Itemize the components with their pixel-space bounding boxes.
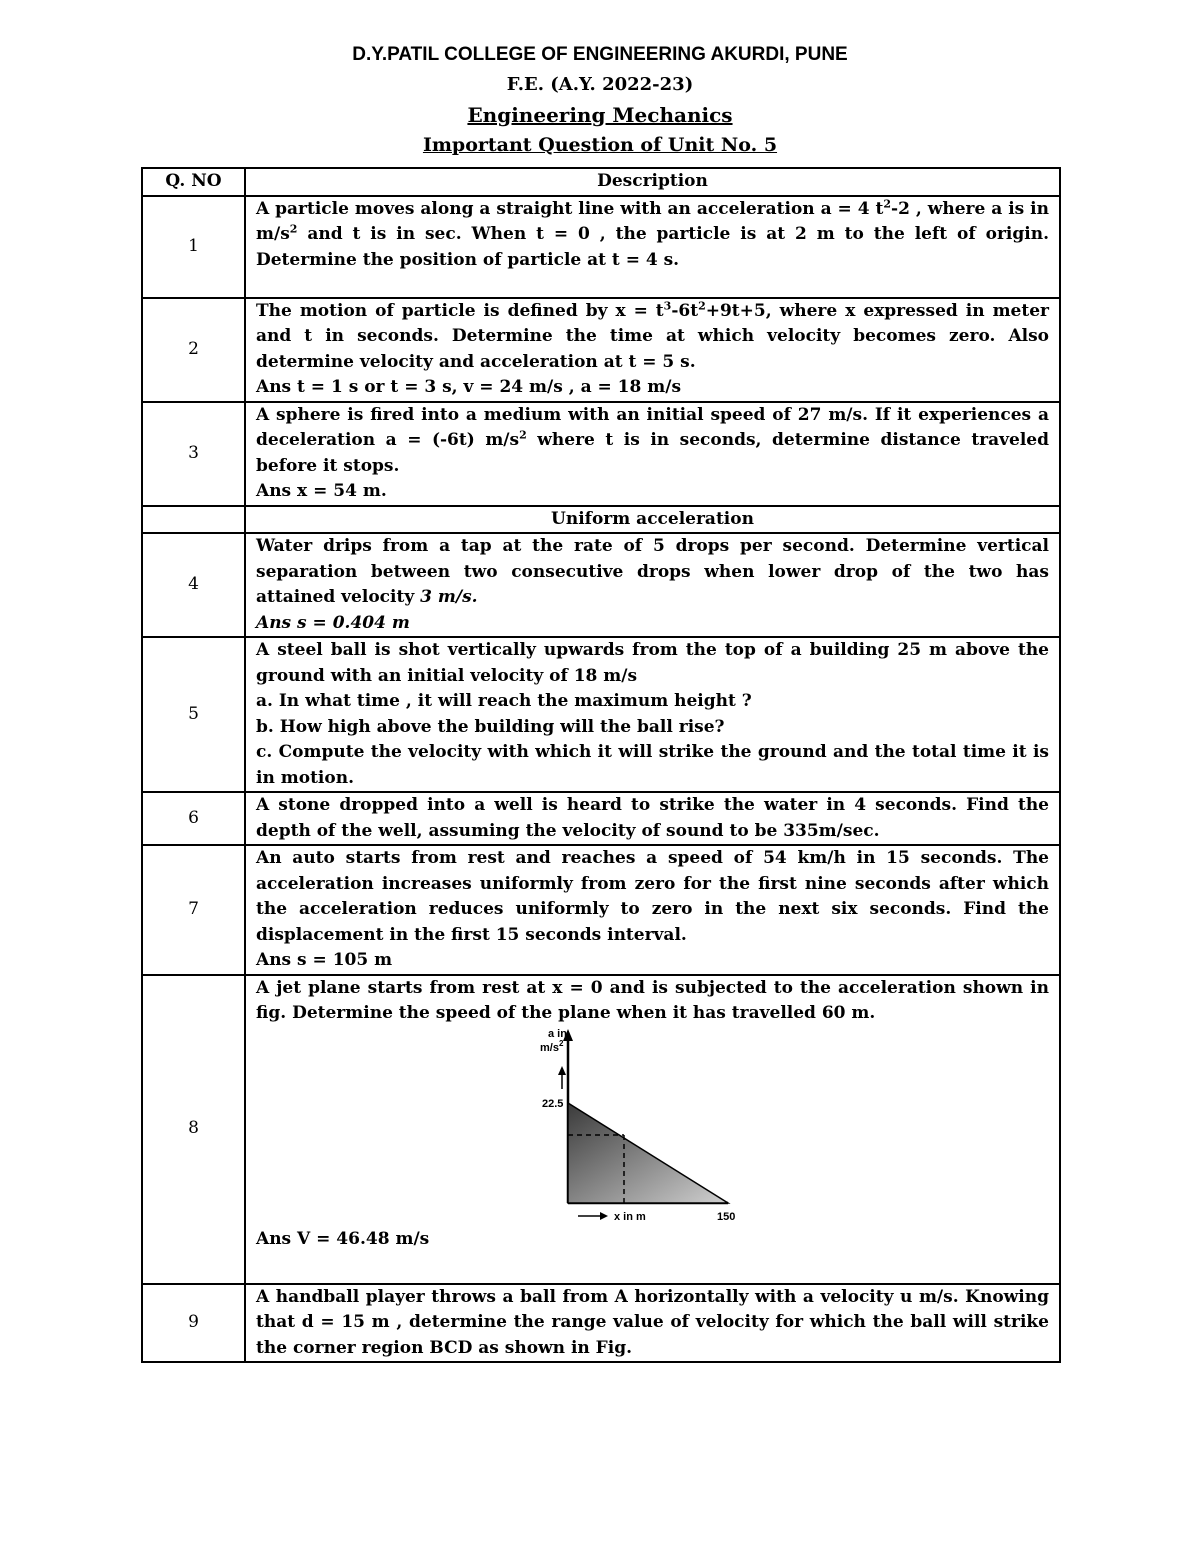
table-row: [142, 792, 1060, 845]
question-number: 4: [142, 533, 245, 637]
sub-question-b: b. How high above the building will the ball rise?: [256, 716, 725, 737]
question-text: A sphere is fired into a medium with an initial speed of 27 m/s. If it experiences a deceleration a = (-6t) $m/s^2$ where t is in seconds, determine distance traveled before it stops. Ans x = 54 m.: [245, 402, 1060, 506]
table-header-row: [142, 168, 1060, 196]
question-text: The motion of particle is defined by $x = t^3-6t^2+9t+5$, where x expressed in meter and t in seconds. Determine the time at which velocity becomes zero. Also determine velocity and acceleration at t = 5 s. Ans t = 1 s or t = 3 s, v = 24 m/s , a = 18 m/s: [245, 298, 1060, 402]
table-row: [142, 637, 1060, 792]
question-number: 2: [142, 298, 245, 402]
answer-text: Ans x = 54 m.: [256, 481, 387, 501]
sub-question-a: a. In what time , it will reach the maximum height ?: [256, 691, 752, 711]
y-axis-label-line1: a in: [548, 1027, 567, 1040]
answer-text: Ans s = 0.404 m: [256, 612, 410, 633]
question-number: 9: [142, 1284, 245, 1363]
question-number: 1: [142, 196, 245, 298]
question-number: 3: [142, 402, 245, 506]
y-axis-label-line2: $m/s^2$: [540, 1038, 564, 1054]
table-row: [142, 1284, 1060, 1363]
x-value-label: 150: [717, 1210, 736, 1223]
description-column-header: Description: [245, 168, 1060, 196]
questions-table: [141, 167, 1061, 1363]
question-text: A jet plane starts from rest at x = 0 and is subjected to the acceleration shown in fig. Determine the speed of the plane when it has travelled 60 m. a in $m/s^2$ 22.5 x in m 150 Ans V = 46.48 m/s: [245, 975, 1060, 1284]
question-text: An auto starts from rest and reaches a speed of 54 km/h in 15 seconds. The acceleration increases uniformly from zero for the first nine seconds after which the acceleration reduces uniformly to zero in the next six seconds. Find the displacement in the first 15 seconds interval. Ans s = 105 m: [245, 845, 1060, 975]
up-arrowhead-icon: [558, 1066, 566, 1075]
qno-column-header: Q. NO: [142, 168, 245, 196]
question-number: 6: [142, 792, 245, 845]
section-title: Uniform acceleration: [245, 506, 1060, 534]
table-row: [142, 845, 1060, 975]
question-text: A stone dropped into a well is heard to strike the water in 4 seconds. Find the depth of the well, assuming the velocity of sound to be 335m/sec.: [245, 792, 1060, 845]
x-axis-label: x in m: [614, 1210, 646, 1223]
table-row: [142, 533, 1060, 637]
question-number: 7: [142, 845, 245, 975]
college-name: D.Y.PATIL COLLEGE OF ENGINEERING AKURDI, PUNE: [352, 44, 848, 65]
section-row: [142, 506, 1060, 534]
table-row: [142, 298, 1060, 402]
subject-title: Engineering Mechanics: [467, 103, 733, 127]
y-value-label: 22.5: [542, 1097, 564, 1110]
sub-question-c: c. Compute the velocity with which it will strike the ground and the total time it is in motion.: [256, 742, 1049, 788]
question-text: A steel ball is shot vertically upwards from the top of a building 25 m above the ground with an initial velocity of 18 m/s a. In what time , it will reach the maximum height ? b. How high above the building will the ball rise? c. Compute the velocity with which it will strike the ground and the total time it is in motion.: [245, 637, 1060, 792]
document-header: [0, 40, 1200, 160]
question-text: A handball player throws a ball from A horizontally with a velocity u m/s. Knowing that d = 15 m , determine the range value of velocity for which the ball will strike the corner region BCD as shown in Fig.: [245, 1284, 1060, 1363]
table-row: [142, 402, 1060, 506]
question-text: Water drips from a tap at the rate of 5 drops per second. Determine vertical separation between two consecutive drops when lower drop of the two has attained velocity 3 m/s. Ans s = 0.404 m: [245, 533, 1060, 637]
acceleration-region: [568, 1103, 728, 1203]
unit-title: Important Question of Unit No. 5: [422, 134, 778, 156]
answer-text: Ans V = 46.48 m/s: [256, 1228, 430, 1249]
question-number: 8: [142, 975, 245, 1284]
acceleration-graph-figure: [528, 1027, 788, 1227]
question-text: A particle moves along a straight line with an acceleration a = 4 $t^2-2$ , where a is in $m/s^2$ and t is in sec. When t = 0 , the particle is at 2 m to the left of origin. Determine the position of particle at t = 4 s.: [245, 196, 1060, 298]
table-row: [142, 196, 1060, 298]
academic-year: F.E. (A.Y. 2022-23): [506, 74, 694, 95]
answer-text: Ans t = 1 s or t = 3 s, v = 24 m/s , a = 18 m/s: [256, 377, 682, 397]
question-number: 5: [142, 637, 245, 792]
x-arrowhead-icon: [600, 1212, 608, 1220]
table-row: [142, 975, 1060, 1284]
answer-text: Ans s = 105 m: [256, 950, 393, 970]
